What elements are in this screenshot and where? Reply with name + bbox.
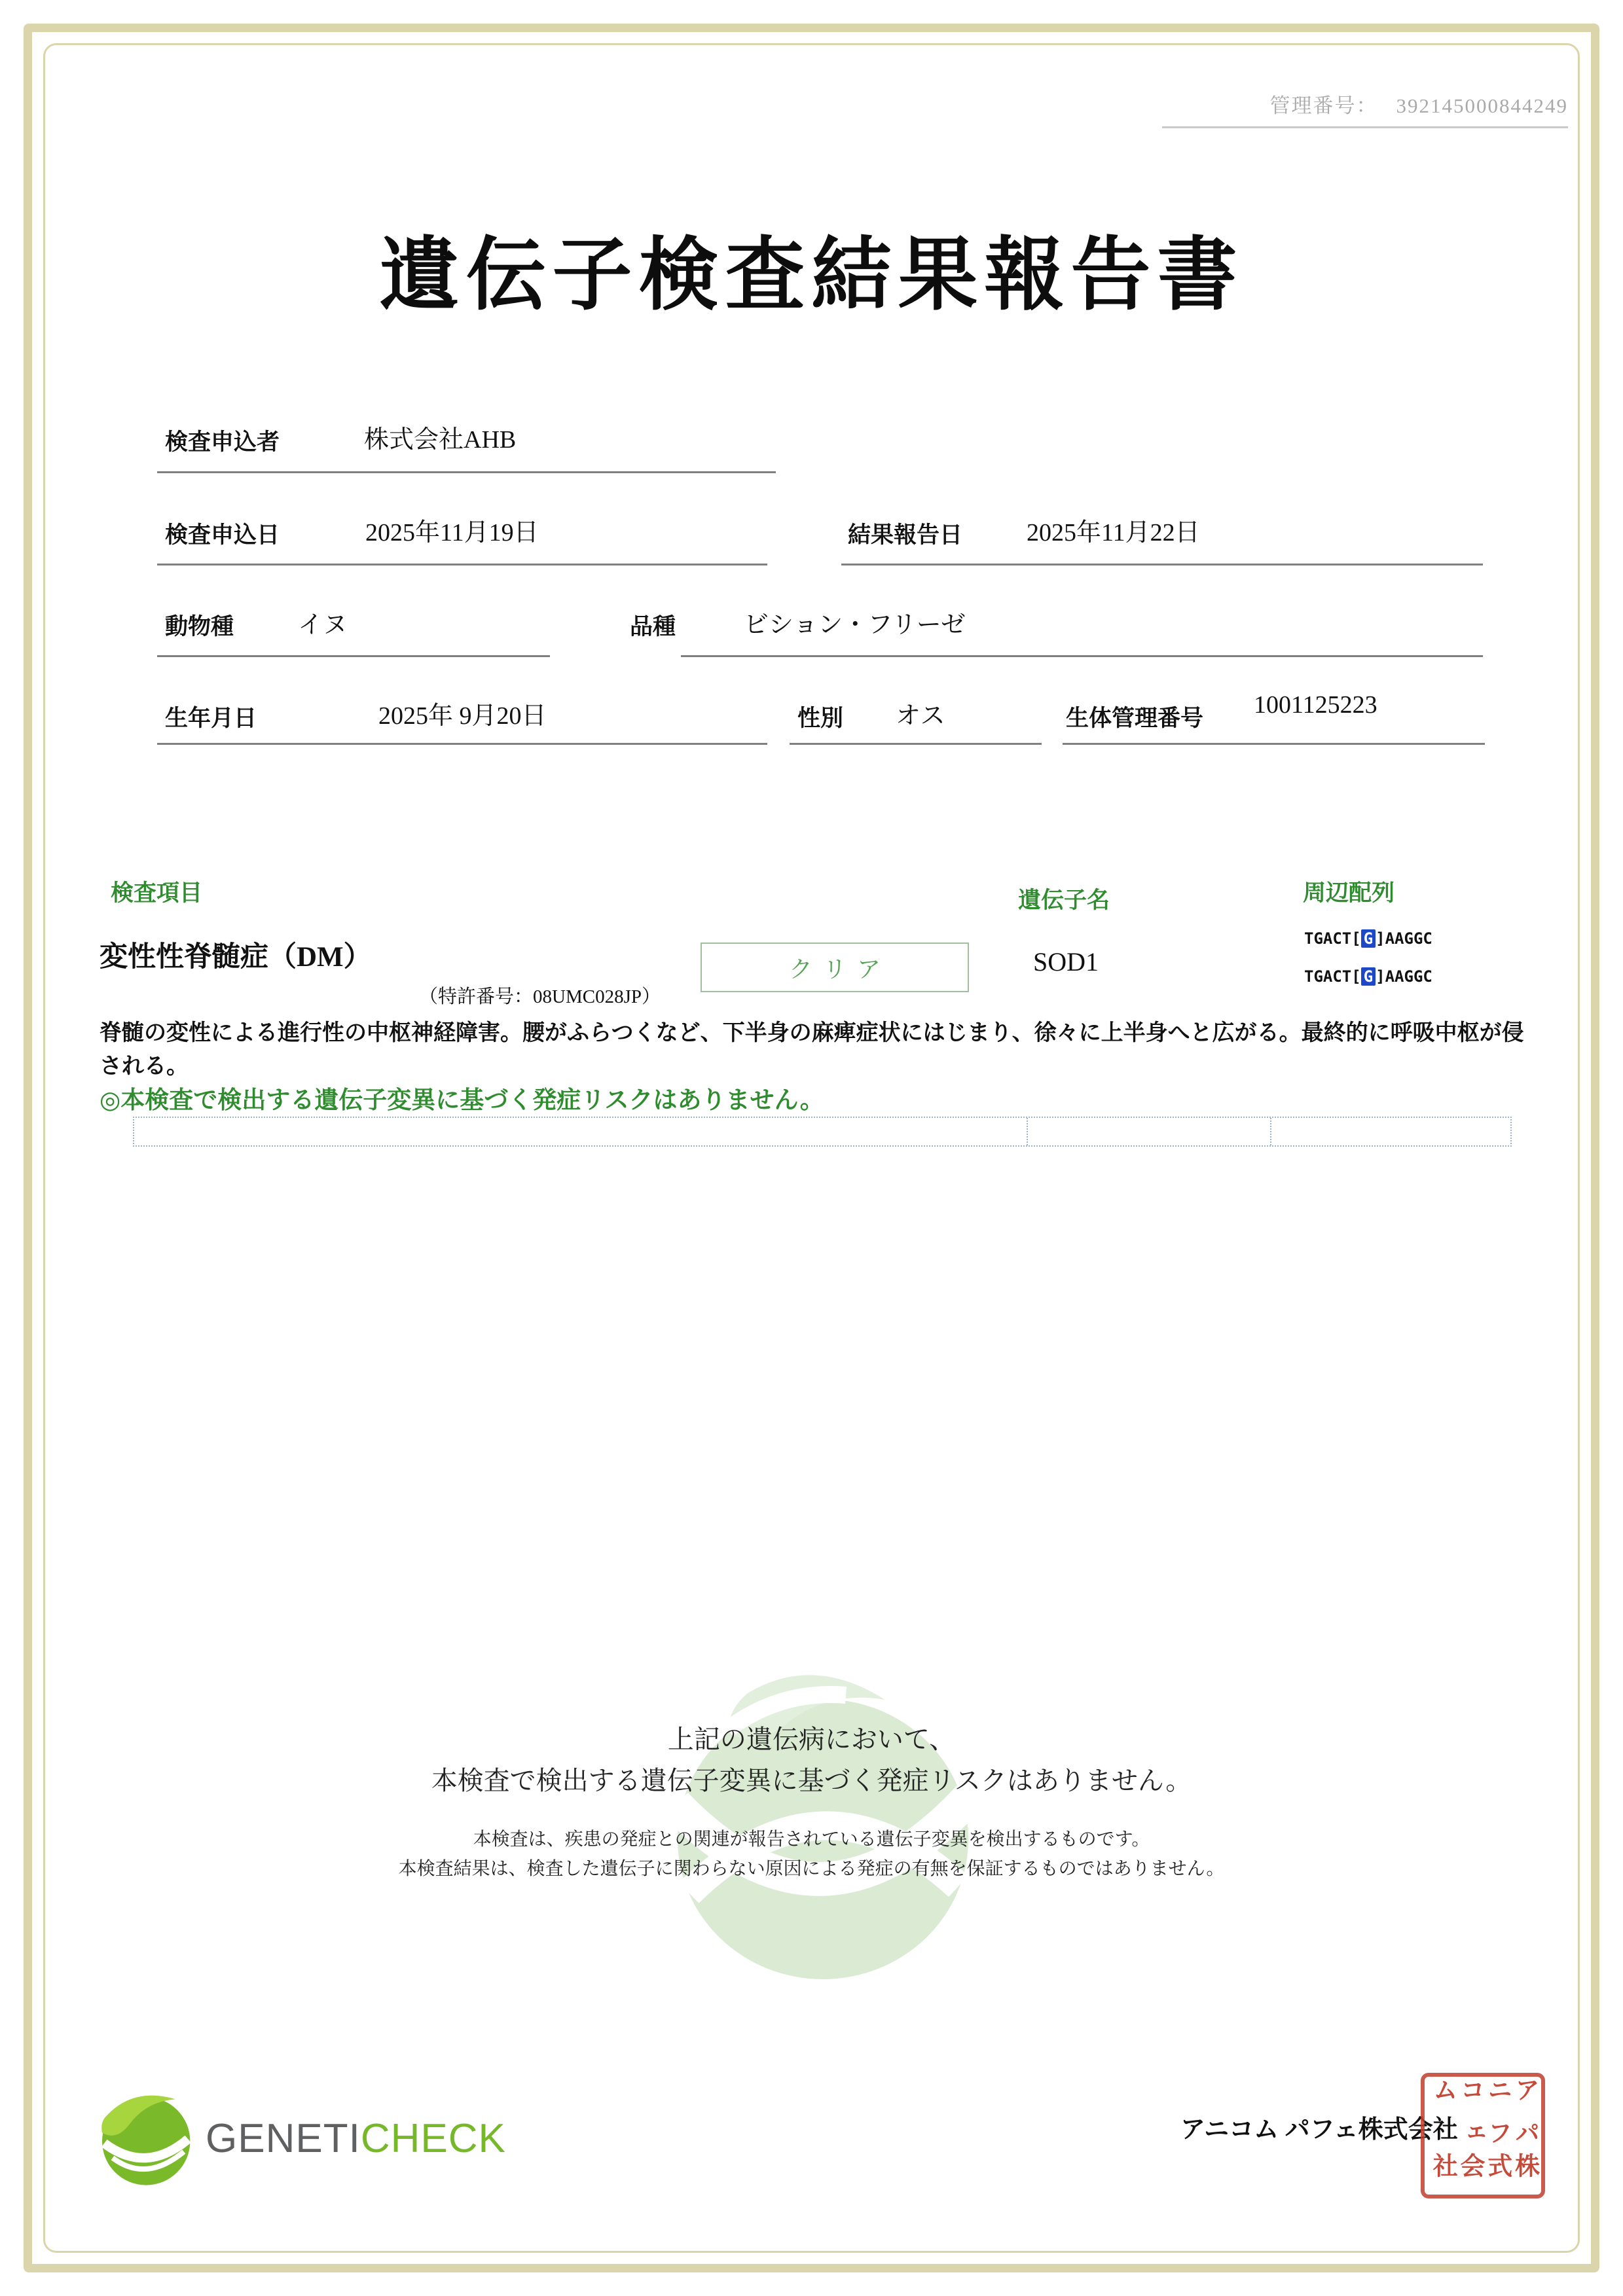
report-date-value: 2025年11月22日 [1027, 519, 1200, 547]
field-underline [841, 564, 1483, 565]
geneticheck-logo-icon [92, 2085, 196, 2193]
sequence-line-1 [1304, 929, 1432, 948]
seal-line: 株式会社 [1429, 2153, 1539, 2178]
disease-description: 脊髄の変性による進行性の中枢神経障害。腰がふらつくなど、下半身の麻痺症状にはじまり、徐々に上半身へと広がる。最終的に呼吸中枢が侵される。 [100, 1021, 1524, 1079]
management-number-label: 管理番号： [1269, 94, 1378, 117]
summary-note-2: 本検査結果は、検査した遺伝子に関わらない原因による発症の有無を保証するものではありません。 [398, 1858, 1225, 1878]
species-label: 動物種 [165, 614, 234, 639]
field-underline [157, 655, 550, 657]
management-number-value: 392145000844249 [1396, 94, 1568, 117]
field-underline [157, 471, 776, 473]
field-underline [790, 743, 1042, 745]
sequence-left: TGACT[ [1304, 929, 1361, 948]
field-underline [1063, 743, 1485, 745]
apply-date-value: 2025年11月19日 [365, 519, 539, 547]
birthdate-value: 2025年 9月20日 [378, 702, 547, 730]
sequence-header: 周辺配列 [1303, 880, 1395, 906]
field-underline [157, 564, 767, 565]
disease-name: 変性性脊髄症（DM） [100, 942, 372, 973]
sex-label: 性別 [797, 706, 844, 731]
sequence-right: ]AAGGC [1376, 967, 1432, 986]
seal-line: パフェ [1456, 2120, 1539, 2145]
sequence-right: ]AAGGC [1376, 929, 1432, 948]
gene-name-value: SOD1 [1033, 947, 1099, 977]
dotted-column-divider [1270, 1118, 1271, 1145]
sequence-allele: G [1361, 929, 1376, 948]
apply-date-label: 検査申込日 [165, 522, 280, 548]
management-number-line [1162, 89, 1568, 128]
breed-label: 品種 [630, 614, 676, 639]
company-seal [1421, 2073, 1545, 2198]
result-status-box [701, 942, 969, 992]
summary-note-1: 本検査は、疾患の発症との関連が報告されている遺伝子変異を検出するものです。 [473, 1829, 1150, 1849]
sequence-allele: G [1361, 967, 1376, 986]
birthdate-label: 生年月日 [165, 706, 257, 731]
geneticheck-logo [92, 2085, 506, 2193]
applicant-value: 株式会社AHB [364, 426, 517, 454]
company-name: アニコム パフェ株式会社 [1180, 2116, 1458, 2144]
body-id-value: 1001125223 [1254, 691, 1377, 719]
field-underline [681, 655, 1483, 657]
applicant-label: 検査申込者 [165, 429, 280, 455]
field-underline [157, 743, 767, 745]
species-value: イヌ [298, 611, 348, 639]
patent-number: （特許番号：08UMC028JP） [419, 986, 661, 1007]
breed-value: ビション・フリーゼ [744, 611, 966, 639]
risk-note: ◎本検査で検出する遺伝子変異に基づく発症リスクはありません。 [100, 1087, 824, 1114]
summary-line-1: 上記の遺伝病において、 [667, 1725, 956, 1754]
seal-line: アニコム [1429, 2077, 1539, 2102]
geneticheck-wordmark [206, 2115, 506, 2162]
page-title: 遺伝子検査結果報告書 [379, 232, 1244, 320]
gene-name-header: 遺伝子名 [1018, 888, 1110, 913]
sequence-left: TGACT[ [1304, 967, 1361, 986]
summary-line-2: 本検査で検出する遺伝子変異に基づく発症リスクはありません。 [431, 1767, 1192, 1795]
test-item-header: 検査項目 [111, 880, 203, 906]
sequence-line-2 [1304, 967, 1432, 986]
wordmark-geneti: GENETI [206, 2116, 361, 2161]
dotted-column-divider [1027, 1118, 1028, 1145]
result-status-label: クリア [788, 956, 891, 982]
company-seal-text [1428, 2077, 1537, 2195]
sex-value: オス [896, 702, 945, 730]
empty-result-row [133, 1117, 1512, 1147]
body-id-label: 生体管理番号 [1066, 706, 1204, 731]
report-date-label: 結果報告日 [848, 522, 963, 548]
wordmark-check: CHECK [360, 2116, 506, 2161]
